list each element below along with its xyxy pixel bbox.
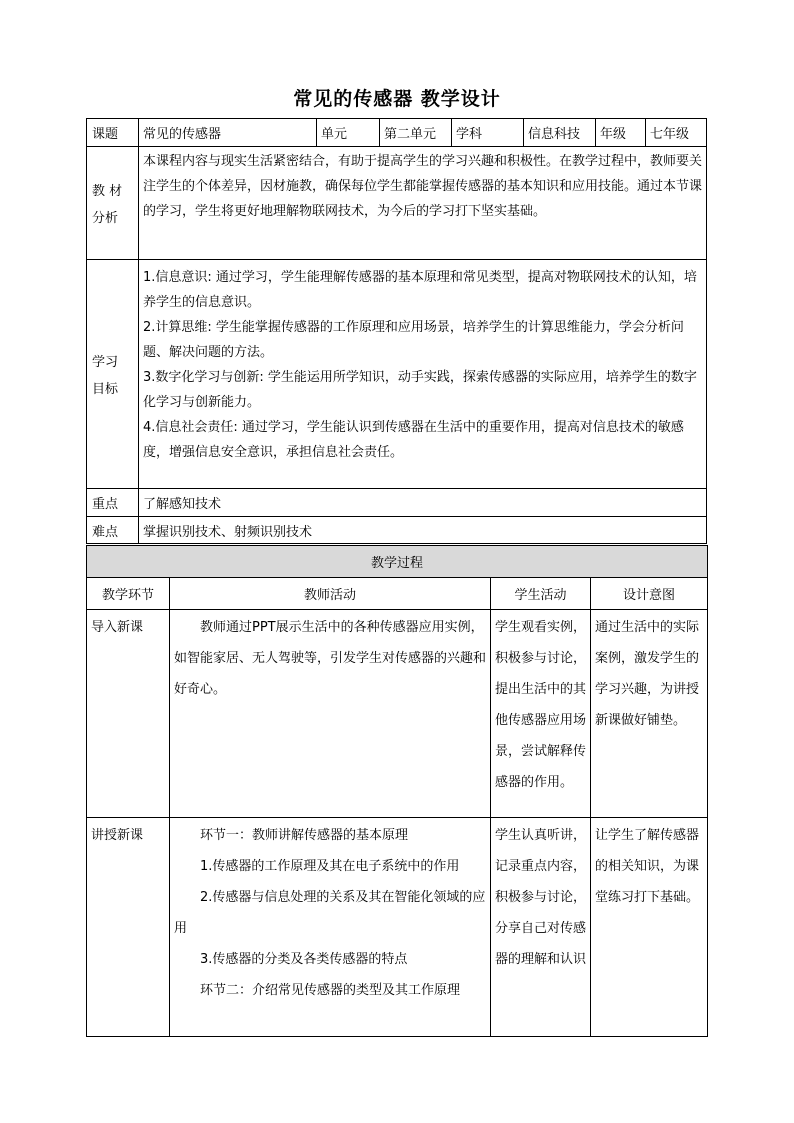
col-header-intent: 设计意图 bbox=[591, 578, 708, 610]
teaching-process-table bbox=[86, 545, 708, 1037]
grade-label: 年级 bbox=[596, 119, 646, 147]
topic-label: 课题 bbox=[87, 119, 139, 147]
material-text bbox=[139, 147, 707, 260]
objectives-label bbox=[87, 260, 139, 489]
course-info-table bbox=[86, 118, 707, 544]
stage-cell: 讲授新课 bbox=[87, 818, 170, 1037]
difficulty-row bbox=[87, 517, 707, 544]
topic-value: 常见的传感器 bbox=[139, 119, 317, 147]
teacher-activity-line: 环节二：介绍常见传感器的类型及其工作原理 bbox=[200, 983, 461, 998]
col-header-teacher: 教师活动 bbox=[170, 578, 491, 610]
objective-item: 2.计算思维: 学生能掌握传感器的工作原理和应用场景，培养学生的计算思维能力，学会分析问题、解决问题的方法。 bbox=[143, 320, 684, 360]
objective-item: 3.数字化学习与创新: 学生能运用所学知识，动手实践，探索传感器的实际应用，培养学生的数字化学习与创新能力。 bbox=[143, 370, 697, 410]
unit-label: 单元 bbox=[317, 119, 380, 147]
material-label-line2: 分析 bbox=[92, 211, 119, 226]
difficulty-text: 掌握识别技术、射频识别技术 bbox=[139, 517, 707, 544]
objective-item: 1.信息意识: 通过学习，学生能理解传感器的基本原理和常见类型，提高对物联网技术的认知，培养学生的信息意识。 bbox=[143, 270, 697, 310]
page-title: 常见的传感器 教学设计 bbox=[293, 88, 501, 110]
design-intent-cell: 通过生活中的实际案例，激发学生的学习兴趣，为讲授新课做好铺垫。 bbox=[591, 610, 708, 818]
design-intent-cell: 让学生了解传感器的相关知识，为课堂练习打下基础。 bbox=[591, 818, 708, 1037]
objectives-list bbox=[139, 260, 707, 489]
teacher-activity-line: 2.传感器与信息处理的关系及其在智能化领域的应用 bbox=[174, 890, 486, 936]
teacher-activity-cell bbox=[170, 818, 491, 1037]
subject-label: 学科 bbox=[452, 119, 524, 147]
key-point-label: 重点 bbox=[87, 489, 139, 517]
stage-cell: 导入新课 bbox=[87, 610, 170, 818]
student-activity-cell: 学生观看实例，积极参与讨论，提出生活中的其他传感器应用场景，尝试解释传感器的作用。 bbox=[491, 610, 591, 818]
material-label bbox=[87, 147, 139, 260]
teacher-activity-cell bbox=[170, 610, 491, 818]
process-header-row bbox=[87, 578, 708, 610]
teacher-activity-line: 3.传感器的分类及各类传感器的特点 bbox=[200, 952, 408, 967]
difficulty-label: 难点 bbox=[87, 517, 139, 544]
process-row-intro bbox=[87, 610, 708, 818]
objective-item: 4.信息社会责任: 通过学习，学生能认识到传感器在生活中的重要作用，提高对信息技术的敏感度，增强信息安全意识，承担信息社会责任。 bbox=[143, 420, 684, 460]
col-header-student: 学生活动 bbox=[491, 578, 591, 610]
info-row bbox=[87, 119, 707, 147]
process-row-lecture bbox=[87, 818, 708, 1037]
process-title-row bbox=[87, 546, 708, 578]
teacher-activity-line: 1.传感器的工作原理及其在电子系统中的作用 bbox=[200, 859, 460, 874]
teacher-activity-line: 教师通过PPT展示生活中的各种传感器应用实例，如智能家居、无人驾驶等，引发学生对传感器的兴趣和好奇心。 bbox=[174, 620, 487, 697]
student-activity-cell: 学生认真听讲，记录重点内容，积极参与讨论，分享自己对传感器的理解和认识 bbox=[491, 818, 591, 1037]
process-title: 教学过程 bbox=[87, 546, 708, 578]
key-point-text: 了解感知技术 bbox=[139, 489, 707, 517]
objectives-row bbox=[87, 260, 707, 489]
objectives-label-line1: 学习 bbox=[92, 355, 119, 370]
key-point-row bbox=[87, 489, 707, 517]
teacher-activity-line: 环节一：教师讲解传感器的基本原理 bbox=[200, 828, 409, 843]
grade-value: 七年级 bbox=[646, 119, 707, 147]
col-header-stage: 教学环节 bbox=[87, 578, 170, 610]
material-paragraph: 本课程内容与现实生活紧密结合，有助于提高学生的学习兴趣和积极性。在教学过程中，教师要关注学生的个体差异，因材施教，确保每位学生都能掌握传感器的基本知识和应用技能。通过本节课的学习，学生将更好地理解物联网技术，为今后的学习打下坚实基础。 bbox=[143, 154, 703, 219]
objectives-label-line2: 目标 bbox=[92, 382, 119, 397]
subject-value: 信息科技 bbox=[524, 119, 596, 147]
material-row bbox=[87, 147, 707, 260]
material-label-line1: 教 材 bbox=[92, 184, 123, 199]
unit-value: 第二单元 bbox=[380, 119, 452, 147]
